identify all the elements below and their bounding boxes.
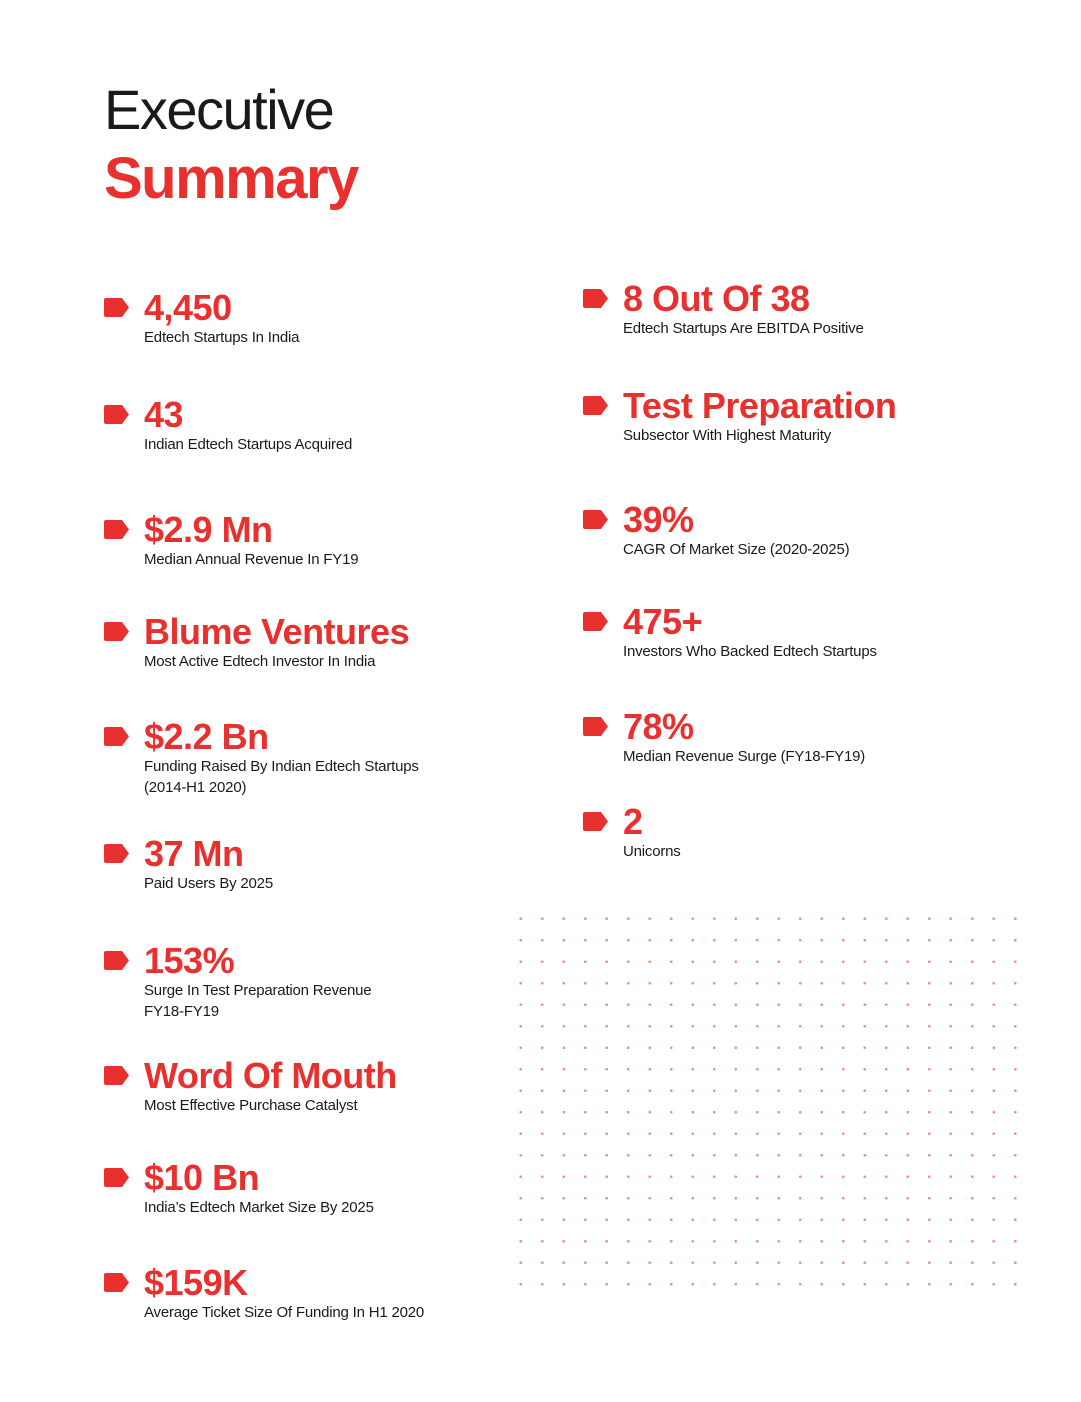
stat-value: 78%: [623, 706, 694, 747]
tag-icon: [104, 1273, 129, 1292]
stat-value: 153%: [144, 940, 235, 981]
stat-label: Investors Who Backed Edtech Startups: [623, 643, 877, 660]
stat-value: 39%: [623, 499, 694, 540]
stat-label: Edtech Startups Are EBITDA Positive: [623, 320, 864, 337]
stat-value: 43: [144, 394, 184, 435]
tag-icon: [583, 612, 608, 631]
stat-value: $159K: [144, 1262, 248, 1303]
tag-icon: [104, 405, 129, 424]
stat-value: 8 Out Of 38: [623, 278, 810, 319]
stat-label: Median Annual Revenue In FY19: [144, 551, 359, 568]
stat-label: India’s Edtech Market Size By 2025: [144, 1199, 374, 1216]
stat-value: Test Preparation: [623, 385, 897, 426]
stat-value: 4,450: [144, 287, 232, 328]
tag-icon: [583, 812, 608, 831]
stat-value: Word Of Mouth: [144, 1055, 397, 1096]
stat-label: Indian Edtech Startups Acquired: [144, 436, 353, 453]
stat-label: CAGR Of Market Size (2020-2025): [623, 541, 850, 558]
stat-value: 37 Mn: [144, 833, 244, 874]
stat-label: Unicorns: [623, 843, 681, 860]
stat-value: $10 Bn: [144, 1157, 260, 1198]
stat-label: Most Active Edtech Investor In India: [144, 653, 376, 670]
stat-label: Paid Users By 2025: [144, 875, 273, 892]
decorative-dot-grid: [510, 908, 1026, 1303]
stat-value: $2.2 Bn: [144, 716, 269, 757]
tag-icon: [104, 622, 129, 641]
stat-label: Median Revenue Surge (FY18-FY19): [623, 748, 866, 765]
tag-icon: [104, 520, 129, 539]
tag-icon: [104, 1168, 129, 1187]
tag-icon: [583, 717, 608, 736]
tag-icon: [104, 844, 129, 863]
tag-icon: [583, 510, 608, 529]
stat-label: Funding Raised By Indian Edtech Startups (2014-H1 2020): [144, 758, 419, 796]
stat-label: Most Effective Purchase Catalyst: [144, 1097, 358, 1114]
tag-icon: [104, 1066, 129, 1085]
stat-label: Subsector With Highest Maturity: [623, 427, 832, 444]
stat-value: Blume Ventures: [144, 611, 410, 652]
tag-icon: [104, 951, 129, 970]
page-title-line2: Summary: [104, 146, 358, 211]
stat-value: 2: [623, 801, 643, 842]
tag-icon: [583, 289, 608, 308]
stat-value: $2.9 Mn: [144, 509, 273, 550]
stat-label: Surge In Test Preparation Revenue FY18-FY19: [144, 982, 372, 1020]
stat-value: 475+: [623, 601, 703, 642]
tag-icon: [104, 298, 129, 317]
page-title-line1: Executive: [104, 78, 334, 141]
tag-icon: [104, 727, 129, 746]
stat-label: Edtech Startups In India: [144, 329, 300, 346]
tag-icon: [583, 396, 608, 415]
stat-label: Average Ticket Size Of Funding In H1 2020: [144, 1304, 425, 1321]
